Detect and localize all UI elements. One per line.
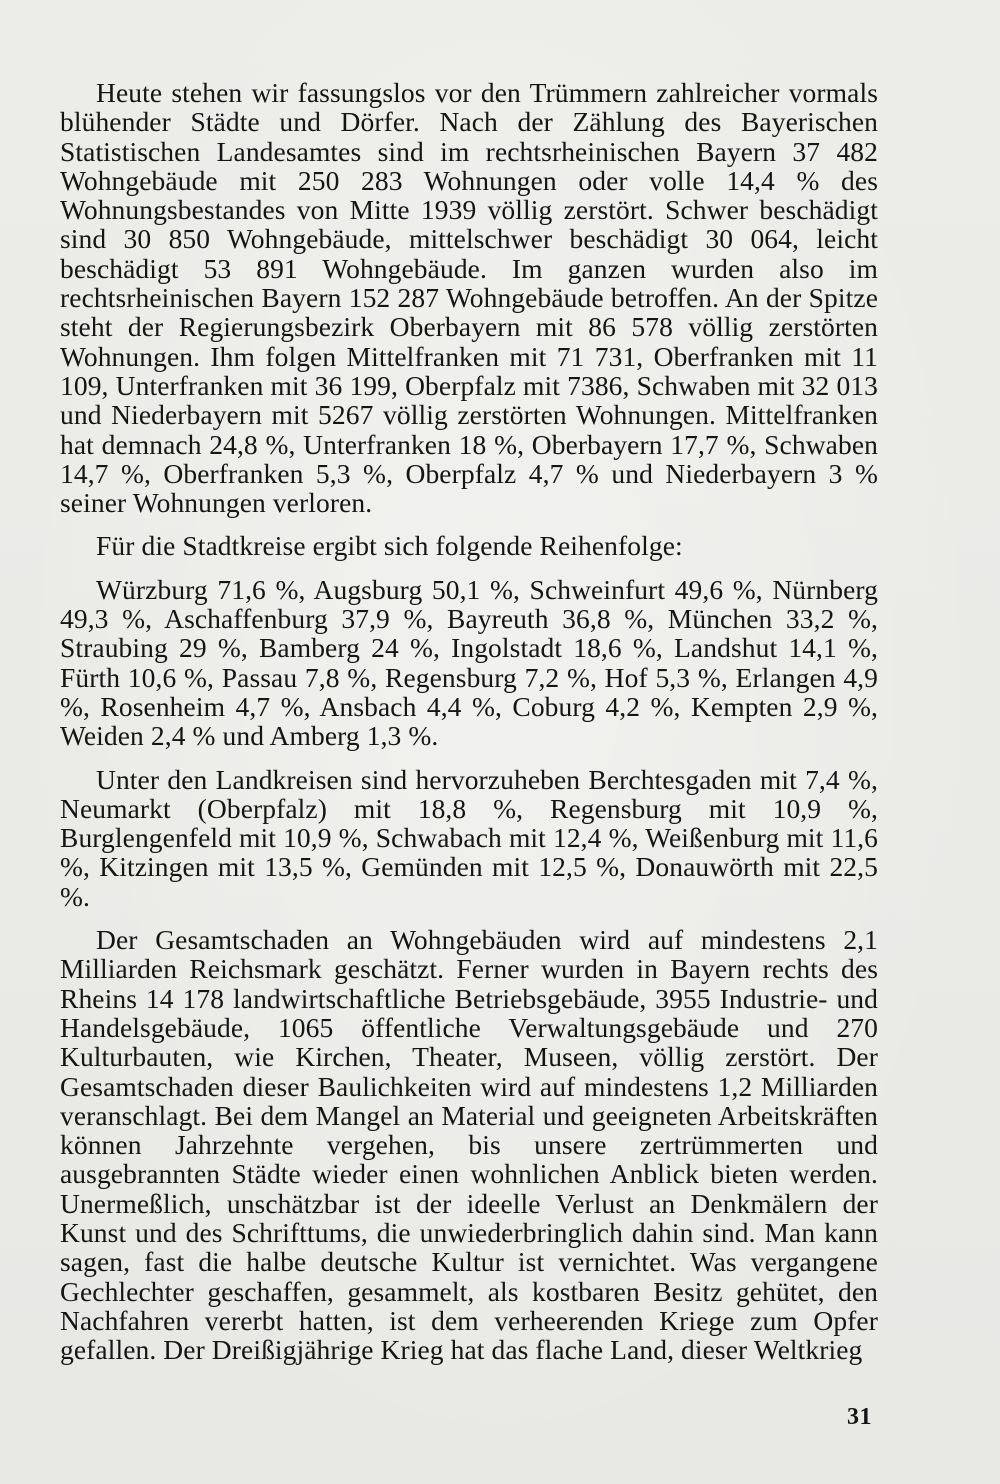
paragraph-housing-damage: Heute stehen wir fassungslos vor den Trümmern zahlreicher vormals blühender Städte und Dörfer. Nach der Zählung des Bayerischen Statistischen Landesamtes sind im rechtsrheinischen Bayern 37 482 Wohngebäude mit 250 283 Wohnungen oder volle 14,4 % des Wohnungsbestandes von Mitte 1939 völlig zerstört. Schwer beschädigt sind 30 850 Wohngebäude, mittelschwer beschädigt 30 064, leicht beschädigt 53 891 Wohngebäude. Im ganzen wurden also im rechtsrheinischen Bayern 152 287 Wohngebäude betroffen. An der Spitze steht der Regierungsbezirk Oberbayern mit 86 578 völlig zerstörten Wohnungen. Ihm folgen Mittelfranken mit 71 731, Oberfranken mit 11 109, Unterfranken mit 36 199, Oberpfalz mit 7386, Schwaben mit 32 013 und Niederbayern mit 5267 völlig zerstörten Wohnungen. Mittelfranken hat demnach 24,8 %, Unterfranken 18 %, Oberbayern 17,7 %, Schwaben 14,7 %, Oberfranken 5,3 %, Oberpfalz 4,7 % und Niederbayern 3 % seiner Wohnungen verloren.: [60, 77, 878, 519]
page-number: 31: [847, 1404, 872, 1430]
paragraph-rural-districts: Unter den Landkreisen sind hervorzuheben Berchtesgaden mit 7,4 %, Neumarkt (Oberpfalz) mit 18,8 %, Regensburg mit 10,9 %, Burglengenfeld mit 10,9 %, Schwabach mit 12,4 %, Weißenburg mit 11,6 %, Kitzingen mit 13,5 %, Gemünden mit 12,5 %, Donauwörth mit 22,5 %.: [60, 763, 878, 912]
paragraph-city-districts-intro: Für die Stadtkreise ergibt sich folgende Reihenfolge:: [96, 530, 683, 562]
paragraph-city-districts-list: Würzburg 71,6 %, Augsburg 50,1 %, Schweinfurt 49,6 %, Nürnberg 49,3 %, Aschaffenburg 37,9 %, Bayreuth 36,8 %, München 33,2 %, Straubing 29 %, Bamberg 24 %, Ingolstadt 18,6 %, Landshut 14,1 %, Fürth 10,6 %, Passau 7,8 %, Regensburg 7,2 %, Hof 5,3 %, Erlangen 4,9 %, Rosenheim 4,7 %, Ansbach 4,4 %, Coburg 4,2 %, Kempten 2,9 %, Weiden 2,4 % und Amberg 1,3 %.: [60, 573, 878, 752]
body-text: [60, 78, 878, 1364]
paragraph-total-damage: Der Gesamtschaden an Wohngebäuden wird auf mindestens 2,1 Milliarden Reichsmark geschätzt. Ferner wurden in Bayern rechts des Rheins 14 178 landwirtschaftliche Betriebsgebäude, 3955 Industrie- und Handelsgebäude, 1065 öffentliche Verwaltungsgebäude und 270 Kulturbauten, wie Kirchen, Theater, Museen, völlig zerstört. Der Gesamtschaden dieser Baulichkeiten wird auf mindestens 1,2 Milliarden veranschlagt. Bei dem Mangel an Material und geeigneten Arbeitskräften können Jahrzehnte vergehen, bis unsere zertrümmerten und ausgebrannten Städte wieder einen wohnlichen Anblick bieten werden. Unermeßlich, unschätzbar ist der ideelle Verlust an Denkmälern der Kunst und des Schrifttums, die unwiederbringlich dahin sind. Man kann sagen, fast die halbe deutsche Kultur ist vernichtet. Was vergangene Gechlechter geschaffen, gesammelt, als kostbaren Besitz gehütet, den Nachfahren vererbt hatten, ist dem verheerenden Kriege zum Opfer gefallen. Der Dreißigjährige Krieg hat das flache Land, dieser Weltkrieg: [60, 924, 878, 1366]
